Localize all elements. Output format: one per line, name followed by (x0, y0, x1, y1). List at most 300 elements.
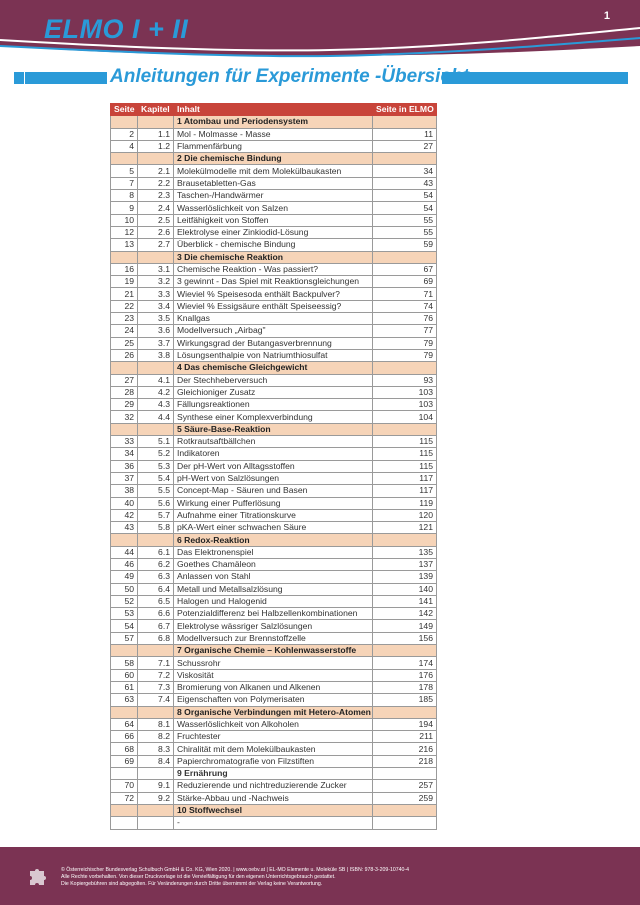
cell-seite-elmo: 34 (373, 165, 437, 177)
cell-seite-elmo (373, 817, 437, 829)
cell-seite: 52 (111, 595, 138, 607)
cell-seite-elmo: 141 (373, 595, 437, 607)
cell-inhalt: Anlassen von Stahl (174, 571, 373, 583)
cell-seite-elmo: 115 (373, 460, 437, 472)
table-row (111, 325, 437, 337)
footer-line-2: Alle Rechte vorbehalten. Von dieser Druckvorlage ist die Vervielfältigung für den eigenen Unterrichtsgebrauch gestattet. (61, 874, 336, 880)
table-row (111, 681, 437, 693)
cell-seite-elmo: 117 (373, 485, 437, 497)
table-row (111, 386, 437, 398)
cell-inhalt: Leitfähigkeit von Stoffen (174, 214, 373, 226)
cell-seite (111, 817, 138, 829)
cell-inhalt: Elektrolyse einer Zinkiodid-Lösung (174, 226, 373, 238)
table-header-row (111, 104, 437, 116)
page-title: Anleitungen für Experimente -Übersicht (110, 66, 469, 87)
cell-seite: 66 (111, 731, 138, 743)
table-row (111, 460, 437, 472)
cell-kapitel: 3.5 (138, 313, 174, 325)
section-title: 10 Stoffwechsel (174, 804, 373, 816)
cell-inhalt: Synthese einer Komplexverbindung (174, 411, 373, 423)
cell-seite-elmo: 185 (373, 694, 437, 706)
table-row (111, 190, 437, 202)
cell-seite-elmo: 54 (373, 190, 437, 202)
cell-inhalt: Wirkungsgrad der Butangasverbrennung (174, 337, 373, 349)
cell-inhalt: Der Stechheberversuch (174, 374, 373, 386)
cell-seite: 53 (111, 608, 138, 620)
cell-seite: 70 (111, 780, 138, 792)
section-empty-cell (138, 251, 174, 263)
cell-seite-elmo: 74 (373, 300, 437, 312)
cell-seite-elmo: 55 (373, 214, 437, 226)
cell-kapitel: 5.4 (138, 472, 174, 484)
section-title: 5 Säure-Base-Reaktion (174, 423, 373, 435)
section-empty-cell (373, 251, 437, 263)
cell-kapitel: 3.7 (138, 337, 174, 349)
cell-kapitel: 2.2 (138, 177, 174, 189)
cell-seite: 8 (111, 190, 138, 202)
cell-seite: 13 (111, 239, 138, 251)
section-title: 1 Atombau und Periodensystem (174, 116, 373, 128)
cell-inhalt: Wirkung einer Pufferlösung (174, 497, 373, 509)
table-row (111, 669, 437, 681)
cell-inhalt: Goethes Chamäleon (174, 558, 373, 570)
section-title: 3 Die chemische Reaktion (174, 251, 373, 263)
cell-inhalt: pH-Wert von Salzlösungen (174, 472, 373, 484)
section-empty-cell (111, 153, 138, 165)
section-empty-cell (373, 645, 437, 657)
cell-seite: 24 (111, 325, 138, 337)
table-row (111, 731, 437, 743)
cell-kapitel: 3.3 (138, 288, 174, 300)
section-empty-cell (138, 706, 174, 718)
cell-kapitel: 5.1 (138, 436, 174, 448)
cell-seite: 64 (111, 718, 138, 730)
cell-inhalt: Gleichioniger Zusatz (174, 386, 373, 398)
section-empty-cell (373, 153, 437, 165)
section-empty-cell (111, 804, 138, 816)
table-row (111, 620, 437, 632)
table-row (111, 128, 437, 140)
cell-seite-elmo: 257 (373, 780, 437, 792)
cell-inhalt: Taschen-/Handwärmer (174, 190, 373, 202)
cell-kapitel: 2.4 (138, 202, 174, 214)
cell-seite: 28 (111, 386, 138, 398)
cell-inhalt: Chiralität mit dem Molekülbaukasten (174, 743, 373, 755)
cell-kapitel: 6.8 (138, 632, 174, 644)
cell-kapitel: 5.8 (138, 522, 174, 534)
section-empty-cell (138, 768, 174, 780)
cell-seite: 27 (111, 374, 138, 386)
table-row (111, 718, 437, 730)
table-row (111, 202, 437, 214)
section-title: 8 Organische Verbindungen mit Hetero-Atomen (174, 706, 373, 718)
table-row (111, 755, 437, 767)
section-empty-cell (138, 116, 174, 128)
section-empty-cell (111, 423, 138, 435)
cell-inhalt: Mol - Molmasse - Masse (174, 128, 373, 140)
cell-seite-elmo: 93 (373, 374, 437, 386)
cell-seite: 33 (111, 436, 138, 448)
cell-seite: 44 (111, 546, 138, 558)
cell-kapitel: 6.6 (138, 608, 174, 620)
cell-inhalt: Chemische Reaktion - Was passiert? (174, 263, 373, 275)
cell-seite-elmo: 137 (373, 558, 437, 570)
cell-kapitel: 9.1 (138, 780, 174, 792)
section-row (111, 804, 437, 816)
cell-inhalt: Bromierung von Alkanen und Alkenen (174, 681, 373, 693)
cell-kapitel: 3.6 (138, 325, 174, 337)
cell-kapitel: 3.4 (138, 300, 174, 312)
cell-seite-elmo: 103 (373, 386, 437, 398)
table-row (111, 485, 437, 497)
footer-line-3: Die Kopiergebühren sind abgegolten. Für Veränderungen durch Dritte übernimmt der Verlag keine Verantwortung. (61, 881, 323, 887)
table-row (111, 743, 437, 755)
cell-seite-elmo: 142 (373, 608, 437, 620)
cell-seite-elmo: 71 (373, 288, 437, 300)
cell-inhalt: Lösungsenthalpie von Natriumthiosulfat (174, 349, 373, 361)
table-row (111, 522, 437, 534)
cell-seite: 61 (111, 681, 138, 693)
cell-inhalt: pKA-Wert einer schwachen Säure (174, 522, 373, 534)
section-empty-cell (373, 768, 437, 780)
cell-inhalt: Aufnahme einer Titrationskurve (174, 509, 373, 521)
cell-kapitel (138, 817, 174, 829)
cell-kapitel: 6.3 (138, 571, 174, 583)
cell-seite: 54 (111, 620, 138, 632)
cell-inhalt: Papierchromatografie von Filzstiften (174, 755, 373, 767)
cell-seite: 58 (111, 657, 138, 669)
cell-inhalt: Metall und Metallsalzlösung (174, 583, 373, 595)
cell-seite: 46 (111, 558, 138, 570)
cell-kapitel: 4.3 (138, 399, 174, 411)
cell-seite-elmo: 55 (373, 226, 437, 238)
cell-seite: 2 (111, 128, 138, 140)
cell-kapitel: 8.4 (138, 755, 174, 767)
cell-seite-elmo: 76 (373, 313, 437, 325)
cell-seite-elmo: 139 (373, 571, 437, 583)
section-row (111, 423, 437, 435)
page-number: 1 (603, 10, 610, 22)
cell-kapitel: 7.1 (138, 657, 174, 669)
cell-seite-elmo: 156 (373, 632, 437, 644)
cell-kapitel: 2.3 (138, 190, 174, 202)
section-empty-cell (138, 804, 174, 816)
cell-seite: 72 (111, 792, 138, 804)
table-row (111, 472, 437, 484)
cell-inhalt: Knallgas (174, 313, 373, 325)
cell-inhalt: 3 gewinnt - Das Spiel mit Reaktionsgleichungen (174, 276, 373, 288)
table-row (111, 780, 437, 792)
table-row (111, 571, 437, 583)
puzzle-icon (27, 866, 49, 888)
section-empty-cell (138, 362, 174, 374)
cell-seite: 60 (111, 669, 138, 681)
cell-seite: 9 (111, 202, 138, 214)
cell-inhalt: Indikatoren (174, 448, 373, 460)
cell-seite: 26 (111, 349, 138, 361)
cell-seite: 5 (111, 165, 138, 177)
cell-seite-elmo: 69 (373, 276, 437, 288)
cell-seite-elmo: 140 (373, 583, 437, 595)
cell-kapitel: 3.1 (138, 263, 174, 275)
cell-seite-elmo: 43 (373, 177, 437, 189)
cell-seite: 25 (111, 337, 138, 349)
column-header-inhalt: Inhalt (174, 104, 373, 116)
table-row (111, 399, 437, 411)
cell-seite-elmo: 174 (373, 657, 437, 669)
cell-kapitel: 6.5 (138, 595, 174, 607)
cell-kapitel: 3.8 (138, 349, 174, 361)
table-row (111, 239, 437, 251)
cell-seite-elmo: 115 (373, 448, 437, 460)
table-row (111, 817, 437, 829)
cell-inhalt: Reduzierende und nichtreduzierende Zucker (174, 780, 373, 792)
cell-seite-elmo: 176 (373, 669, 437, 681)
cell-kapitel: 7.3 (138, 681, 174, 693)
cell-kapitel: 4.4 (138, 411, 174, 423)
cell-inhalt: Modellversuch „Airbag" (174, 325, 373, 337)
cell-kapitel: 6.1 (138, 546, 174, 558)
cell-seite-elmo: 259 (373, 792, 437, 804)
cell-seite-elmo: 211 (373, 731, 437, 743)
section-row (111, 153, 437, 165)
cell-kapitel: 6.4 (138, 583, 174, 595)
section-empty-cell (111, 116, 138, 128)
table-row (111, 374, 437, 386)
cell-seite: 68 (111, 743, 138, 755)
section-row (111, 768, 437, 780)
section-title: 2 Die chemische Bindung (174, 153, 373, 165)
cell-seite: 21 (111, 288, 138, 300)
section-empty-cell (111, 534, 138, 546)
table-row (111, 792, 437, 804)
table-row (111, 165, 437, 177)
section-empty-cell (138, 534, 174, 546)
cell-kapitel: 7.4 (138, 694, 174, 706)
cell-seite-elmo: 79 (373, 337, 437, 349)
cell-seite: 37 (111, 472, 138, 484)
cell-kapitel: 5.5 (138, 485, 174, 497)
cell-inhalt: Concept-Map - Säuren und Basen (174, 485, 373, 497)
cell-seite-elmo: 115 (373, 436, 437, 448)
cell-seite-elmo: 135 (373, 546, 437, 558)
cell-kapitel: 2.6 (138, 226, 174, 238)
cell-seite: 29 (111, 399, 138, 411)
title-decoration-left (14, 72, 24, 84)
cell-inhalt: Eigenschaften von Polymerisaten (174, 694, 373, 706)
table-row (111, 448, 437, 460)
cell-kapitel: 2.5 (138, 214, 174, 226)
section-empty-cell (111, 251, 138, 263)
section-title: 6 Redox-Reaktion (174, 534, 373, 546)
table-row (111, 509, 437, 521)
section-empty-cell (373, 706, 437, 718)
cell-inhalt: Wasserlöslichkeit von Alkoholen (174, 718, 373, 730)
cell-seite-elmo: 178 (373, 681, 437, 693)
section-row (111, 116, 437, 128)
cell-seite: 22 (111, 300, 138, 312)
cell-seite: 50 (111, 583, 138, 595)
cell-inhalt: Elektrolyse wässriger Salzlösungen (174, 620, 373, 632)
cell-inhalt: Wieviel % Speisesoda enthält Backpulver? (174, 288, 373, 300)
cell-inhalt: Viskosität (174, 669, 373, 681)
cell-seite: 63 (111, 694, 138, 706)
cell-kapitel: 5.2 (138, 448, 174, 460)
table-row (111, 632, 437, 644)
cell-seite-elmo: 121 (373, 522, 437, 534)
cell-inhalt: Flammenfärbung (174, 140, 373, 152)
section-empty-cell (138, 645, 174, 657)
table-row (111, 608, 437, 620)
table-row (111, 411, 437, 423)
cell-kapitel: 1.2 (138, 140, 174, 152)
column-header-seite: Seite (111, 104, 138, 116)
cell-seite: 4 (111, 140, 138, 152)
table-row (111, 300, 437, 312)
cell-seite-elmo: 103 (373, 399, 437, 411)
cell-seite-elmo: 117 (373, 472, 437, 484)
footer-copyright (61, 867, 409, 888)
table-row (111, 214, 437, 226)
cell-kapitel: 8.3 (138, 743, 174, 755)
table-row (111, 497, 437, 509)
table-row (111, 177, 437, 189)
table-row (111, 657, 437, 669)
section-empty-cell (111, 706, 138, 718)
section-title: 4 Das chemische Gleichgewicht (174, 362, 373, 374)
cell-seite-elmo: 119 (373, 497, 437, 509)
table-body (111, 116, 437, 829)
table-row (111, 276, 437, 288)
footer-line-1: © Österreichischer Bundesverlag Schulbuch GmbH & Co. KG, Wien 2020. | www.oebv.at | EL-MO Elemente u. Moleküle SB | ISBN: 978-3-209-10740-4 (61, 867, 409, 873)
cell-inhalt: Das Elektronenspiel (174, 546, 373, 558)
cell-inhalt: - (174, 817, 373, 829)
table-row (111, 263, 437, 275)
cell-seite-elmo: 216 (373, 743, 437, 755)
cell-seite-elmo: 194 (373, 718, 437, 730)
cell-seite: 7 (111, 177, 138, 189)
section-empty-cell (111, 362, 138, 374)
column-header-seite-elmo: Seite in ELMO (373, 104, 437, 116)
experiments-table (110, 103, 437, 830)
title-decoration-left-bar (25, 72, 107, 84)
cell-kapitel: 9.2 (138, 792, 174, 804)
section-row (111, 645, 437, 657)
cell-inhalt: Rotkrautsaftbällchen (174, 436, 373, 448)
cell-kapitel: 6.7 (138, 620, 174, 632)
cell-kapitel: 1.1 (138, 128, 174, 140)
cell-inhalt: Brausetabletten-Gas (174, 177, 373, 189)
table-row (111, 226, 437, 238)
cell-seite-elmo: 67 (373, 263, 437, 275)
cell-seite: 16 (111, 263, 138, 275)
cell-kapitel: 5.6 (138, 497, 174, 509)
table-row (111, 349, 437, 361)
cell-seite-elmo: 77 (373, 325, 437, 337)
table-row (111, 595, 437, 607)
table-row (111, 288, 437, 300)
cell-inhalt: Modellversuch zur Brennstoffzelle (174, 632, 373, 644)
cell-seite: 10 (111, 214, 138, 226)
cell-seite: 49 (111, 571, 138, 583)
section-empty-cell (138, 153, 174, 165)
cell-kapitel: 6.2 (138, 558, 174, 570)
cell-inhalt: Wieviel % Essigsäure enthält Speiseessig? (174, 300, 373, 312)
cell-seite: 38 (111, 485, 138, 497)
table-row (111, 337, 437, 349)
cell-inhalt: Halogen und Halogenid (174, 595, 373, 607)
cell-seite-elmo: 27 (373, 140, 437, 152)
cell-seite: 19 (111, 276, 138, 288)
cell-inhalt: Stärke-Abbau und -Nachweis (174, 792, 373, 804)
cell-seite-elmo: 79 (373, 349, 437, 361)
brand-logo: ELMO I + II (44, 14, 189, 44)
cell-kapitel: 3.2 (138, 276, 174, 288)
cell-seite: 42 (111, 509, 138, 521)
table-row (111, 140, 437, 152)
title-decoration-right-bar (442, 72, 628, 84)
cell-kapitel: 4.2 (138, 386, 174, 398)
section-row (111, 706, 437, 718)
cell-kapitel: 7.2 (138, 669, 174, 681)
cell-seite-elmo: 218 (373, 755, 437, 767)
table-row (111, 436, 437, 448)
cell-seite-elmo: 149 (373, 620, 437, 632)
section-empty-cell (373, 116, 437, 128)
cell-seite: 69 (111, 755, 138, 767)
table-row (111, 313, 437, 325)
cell-inhalt: Fällungsreaktionen (174, 399, 373, 411)
section-empty-cell (373, 534, 437, 546)
cell-inhalt: Fruchtester (174, 731, 373, 743)
cell-kapitel: 2.7 (138, 239, 174, 251)
cell-kapitel: 5.7 (138, 509, 174, 521)
cell-seite: 36 (111, 460, 138, 472)
cell-seite: 57 (111, 632, 138, 644)
table-row (111, 558, 437, 570)
section-empty-cell (111, 645, 138, 657)
section-row (111, 534, 437, 546)
section-row (111, 251, 437, 263)
cell-seite: 40 (111, 497, 138, 509)
cell-seite: 34 (111, 448, 138, 460)
cell-seite: 23 (111, 313, 138, 325)
cell-inhalt: Überblick - chemische Bindung (174, 239, 373, 251)
section-empty-cell (138, 423, 174, 435)
cell-kapitel: 8.1 (138, 718, 174, 730)
table-row (111, 694, 437, 706)
cell-inhalt: Schussrohr (174, 657, 373, 669)
section-empty-cell (373, 804, 437, 816)
section-row (111, 362, 437, 374)
cell-seite-elmo: 59 (373, 239, 437, 251)
table-row (111, 546, 437, 558)
section-title: 7 Organische Chemie – Kohlenwasserstoffe (174, 645, 373, 657)
cell-seite-elmo: 11 (373, 128, 437, 140)
section-title: 9 Ernährung (174, 768, 373, 780)
section-empty-cell (373, 423, 437, 435)
cell-kapitel: 2.1 (138, 165, 174, 177)
cell-seite: 32 (111, 411, 138, 423)
cell-inhalt: Potenzialdifferenz bei Halbzellenkombinationen (174, 608, 373, 620)
section-empty-cell (373, 362, 437, 374)
cell-seite: 12 (111, 226, 138, 238)
column-header-kapitel: Kapitel (138, 104, 174, 116)
cell-kapitel: 4.1 (138, 374, 174, 386)
cell-seite-elmo: 54 (373, 202, 437, 214)
table-row (111, 583, 437, 595)
section-empty-cell (111, 768, 138, 780)
